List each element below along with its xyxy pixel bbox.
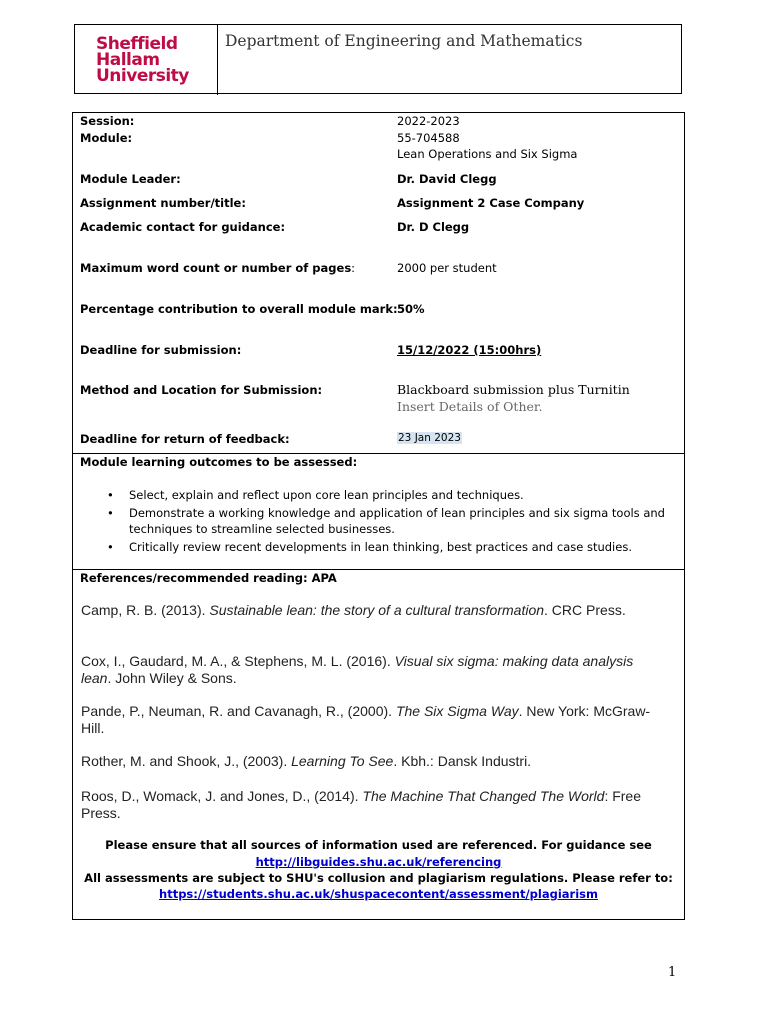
- referencing-notice: Please ensure that all sources of information used are referenced. For guidance see: [105, 838, 652, 852]
- assignment-details-table: [72, 112, 685, 920]
- method-other-placeholder[interactable]: Insert Details of Other.: [397, 399, 543, 414]
- session-label: Session:: [80, 114, 135, 128]
- referencing-link-wrap: [73, 854, 684, 871]
- plagiarism-link-wrap: [73, 886, 684, 903]
- logo-line-2: Hallam: [96, 50, 160, 70]
- module-label: Module:: [80, 131, 133, 145]
- referencing-link[interactable]: http://libguides.shu.ac.uk/referencing: [255, 855, 502, 869]
- divider-outcomes: [73, 453, 684, 454]
- outcomes-title: Module learning outcomes to be assessed:: [80, 455, 358, 469]
- percentage-label: Percentage contribution to overall module mark:: [80, 302, 398, 316]
- assignment-value: Assignment 2 Case Company: [397, 196, 585, 210]
- reference-item: Camp, R. B. (2013). Sustainable lean: the story of a cultural transformation. CRC Press.: [81, 602, 626, 618]
- bullet-icon: •: [107, 540, 114, 554]
- contact-label: Academic contact for guidance:: [80, 220, 286, 234]
- bullet-icon: •: [107, 488, 114, 502]
- feedback-label: Deadline for return of feedback:: [80, 432, 290, 446]
- module-name: Lean Operations and Six Sigma: [397, 147, 578, 161]
- logo-line-1: Sheffield: [96, 34, 178, 54]
- logo-line-3: University: [96, 66, 189, 86]
- outcome-text: Demonstrate a working knowledge and application of lean principles and six sigma tools and techniques to streamline selected businesses.: [129, 506, 665, 536]
- deadline-label: Deadline for submission:: [80, 343, 242, 357]
- plagiarism-link[interactable]: https://students.shu.ac.uk/shuspacecontent/assessment/plagiarism: [159, 887, 598, 901]
- deadline-value: 15/12/2022 (15:00hrs): [397, 343, 542, 357]
- plagiarism-notice: All assessments are subject to SHU's collusion and plagiarism regulations. Please refer to:: [84, 871, 673, 885]
- department-title: Department of Engineering and Mathematics: [225, 32, 583, 50]
- divider-references: [73, 569, 684, 570]
- header-divider: [217, 25, 218, 95]
- percentage-value: 50%: [397, 302, 425, 316]
- outcome-item: [107, 505, 667, 537]
- module-leader-label: Module Leader:: [80, 172, 181, 186]
- word-count-colon: :: [351, 261, 356, 275]
- word-count-value: 2000 per student: [397, 261, 497, 275]
- contact-value: Dr. D Clegg: [397, 220, 470, 234]
- outcomes-list: [107, 487, 667, 557]
- outcome-text: Select, explain and reflect upon core lean principles and techniques.: [129, 488, 524, 502]
- feedback-value-wrap[interactable]: [397, 429, 462, 446]
- module-code: 55-704588: [397, 131, 460, 145]
- session-value: 2022-2023: [397, 114, 460, 128]
- reference-item: Roos, D., Womack, J. and Jones, D., (2014). The Machine That Changed The World: Free Press.: [81, 788, 642, 821]
- reference-item: Pande, P., Neuman, R. and Cavanagh, R., (2000). The Six Sigma Way. New York: McGraw-Hill.: [81, 703, 651, 736]
- method-value: Blackboard submission plus Turnitin: [397, 382, 630, 397]
- assignment-label: Assignment number/title:: [80, 196, 246, 210]
- reference-item: Rother, M. and Shook, J., (2003). Learning To See. Kbh.: Dansk Industri.: [81, 753, 532, 769]
- university-logo: [96, 36, 189, 84]
- outcome-item: [107, 539, 667, 555]
- header-box: [74, 24, 682, 94]
- page-number: 1: [668, 965, 677, 980]
- outcome-text: Critically review recent developments in lean thinking, best practices and case studies.: [129, 540, 632, 554]
- bullet-icon: •: [107, 506, 114, 520]
- references-title: References/recommended reading: APA: [80, 571, 337, 585]
- method-label: Method and Location for Submission:: [80, 383, 323, 397]
- word-count-label: [80, 260, 355, 276]
- word-count-label-text: Maximum word count or number of pages: [80, 261, 352, 275]
- outcome-item: [107, 487, 667, 503]
- reference-item: Cox, I., Gaudard, M. A., & Stephens, M. L. (2016). Visual six sigma: making data analysis lean. John Wiley & Sons.: [81, 653, 634, 686]
- feedback-date[interactable]: 23 Jan 2023: [398, 432, 461, 444]
- module-leader-value: Dr. David Clegg: [397, 172, 497, 186]
